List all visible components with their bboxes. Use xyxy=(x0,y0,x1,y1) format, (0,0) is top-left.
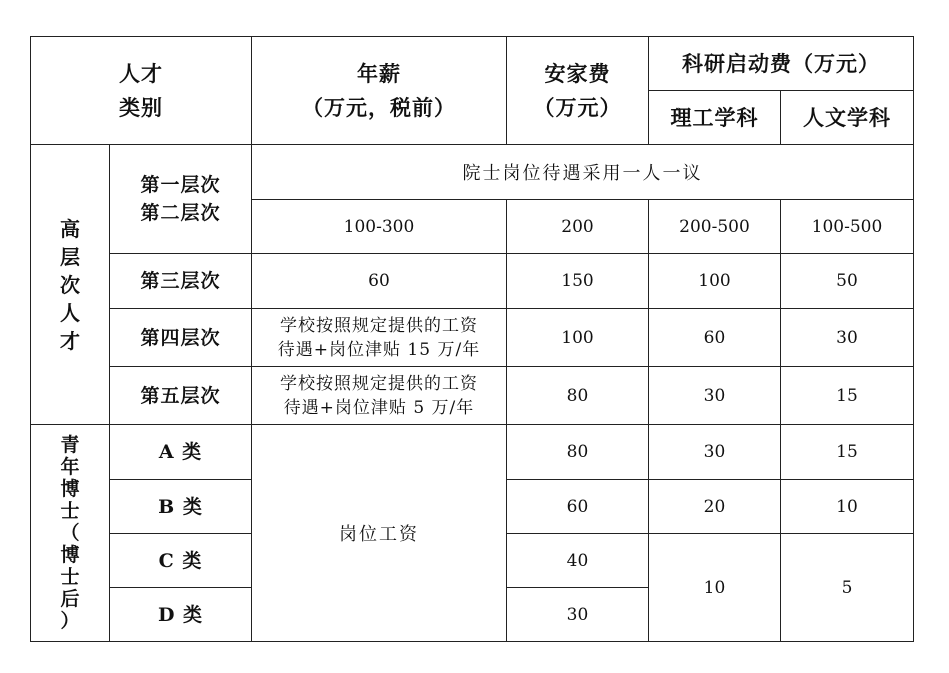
tier3-research-hum: 50 xyxy=(781,254,914,309)
group-youth-char: 后 xyxy=(60,588,80,610)
tier4-salary-line1: 学校按照规定提供的工资 xyxy=(280,315,478,336)
classB-research-sci: 20 xyxy=(649,480,781,534)
group-youth-char: ） xyxy=(60,610,80,632)
classA-label: A 类 xyxy=(110,425,252,480)
header-salary xyxy=(252,37,507,145)
tier5-salary xyxy=(252,367,507,425)
classC-label: C 类 xyxy=(110,534,252,588)
group-young-phd xyxy=(31,425,110,642)
classB-research-hum: 10 xyxy=(781,480,914,534)
group-youth-char: 士 xyxy=(60,500,80,522)
tier3-housing: 150 xyxy=(507,254,649,309)
classD-label: D 类 xyxy=(110,588,252,642)
tier3-research-sci: 100 xyxy=(649,254,781,309)
talent-compensation-table xyxy=(30,36,914,642)
tier5-housing: 80 xyxy=(507,367,649,425)
group-youth-char: 博 xyxy=(60,544,80,566)
tier4-research-hum: 30 xyxy=(781,309,914,367)
group-youth-char: 士 xyxy=(60,566,80,588)
tier1-label: 第一层次 xyxy=(140,174,221,196)
tier2-housing: 200 xyxy=(507,200,649,254)
header-research-sci: 理工学科 xyxy=(649,91,781,145)
classD-housing: 30 xyxy=(507,588,649,642)
header-housing-line2: （万元） xyxy=(533,94,622,120)
tier5-salary-line1: 学校按照规定提供的工资 xyxy=(280,373,478,394)
tier2-research-hum: 100-500 xyxy=(781,200,914,254)
tier5-label: 第五层次 xyxy=(110,367,252,425)
classC-housing: 40 xyxy=(507,534,649,588)
classCD-research-sci: 10 xyxy=(649,534,781,642)
tier3-salary: 60 xyxy=(252,254,507,309)
tier4-label: 第四层次 xyxy=(110,309,252,367)
academician-note: 院士岗位待遇采用一人一议 xyxy=(252,145,914,200)
group-senior-talent xyxy=(31,145,110,425)
tier5-salary-line2: 待遇+岗位津贴 5 万/年 xyxy=(283,397,475,418)
tier4-housing: 100 xyxy=(507,309,649,367)
group-senior-char: 次 xyxy=(60,272,80,297)
tier5-research-hum: 15 xyxy=(781,367,914,425)
header-category-line1: 人才 xyxy=(119,60,163,86)
header-salary-line1: 年薪 xyxy=(357,60,401,86)
tier1-2-label xyxy=(110,145,252,254)
tier2-salary: 100-300 xyxy=(252,200,507,254)
tier3-label: 第三层次 xyxy=(110,254,252,309)
group-youth-char: 年 xyxy=(60,456,80,478)
group-youth-char: 青 xyxy=(60,434,80,456)
header-salary-line2: （万元，税前） xyxy=(302,94,456,120)
group-youth-char: （ xyxy=(60,522,80,544)
tier4-salary xyxy=(252,309,507,367)
group-senior-char: 才 xyxy=(60,328,80,353)
youth-salary: 岗位工资 xyxy=(252,425,507,642)
group-senior-char: 层 xyxy=(60,244,80,269)
classB-label: B 类 xyxy=(110,480,252,534)
header-research-fund: 科研启动费（万元） xyxy=(649,37,914,91)
header-housing xyxy=(507,37,649,145)
classA-housing: 80 xyxy=(507,425,649,480)
header-category-line2: 类别 xyxy=(119,94,163,120)
header-research-hum: 人文学科 xyxy=(781,91,914,145)
tier2-research-sci: 200-500 xyxy=(649,200,781,254)
tier4-salary-line2: 待遇+岗位津贴 15 万/年 xyxy=(277,339,481,360)
classA-research-hum: 15 xyxy=(781,425,914,480)
tier2-label: 第二层次 xyxy=(140,202,221,224)
classB-housing: 60 xyxy=(507,480,649,534)
group-youth-char: 博 xyxy=(60,478,80,500)
header-housing-line1: 安家费 xyxy=(544,60,611,86)
header-category xyxy=(31,37,252,145)
classCD-research-hum: 5 xyxy=(781,534,914,642)
group-senior-char: 人 xyxy=(60,300,80,325)
classA-research-sci: 30 xyxy=(649,425,781,480)
tier4-research-sci: 60 xyxy=(649,309,781,367)
tier5-research-sci: 30 xyxy=(649,367,781,425)
group-senior-char: 高 xyxy=(60,216,80,241)
